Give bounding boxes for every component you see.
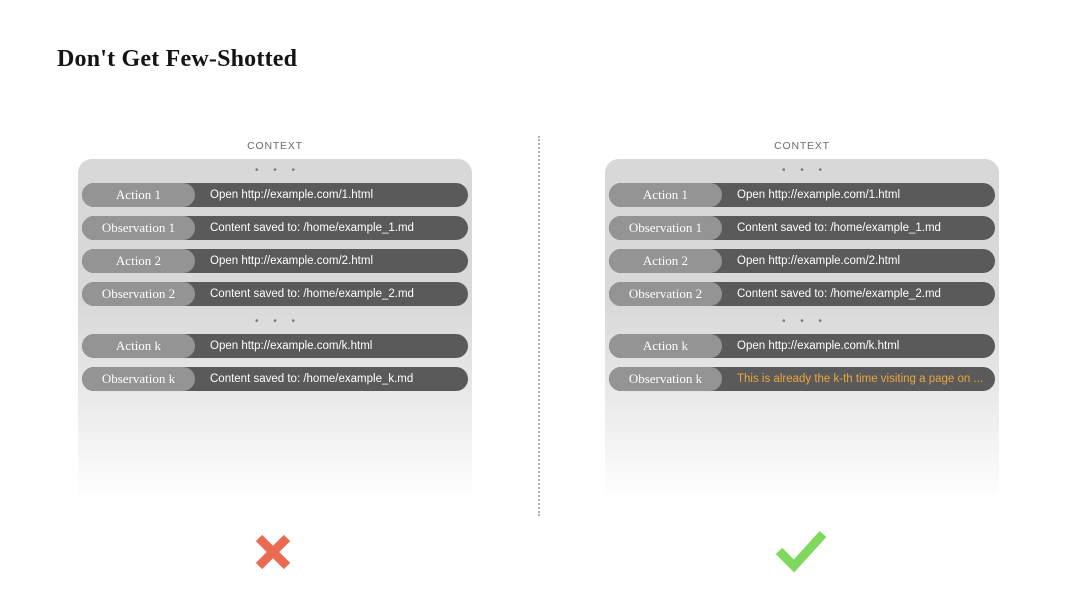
context-label: CONTEXT bbox=[247, 140, 303, 152]
row-content: Open http://example.com/1.html bbox=[737, 189, 900, 201]
row-label: Observation 2 bbox=[82, 282, 195, 306]
vertical-divider bbox=[538, 136, 540, 516]
row-label: Action 2 bbox=[82, 249, 195, 273]
check-icon bbox=[773, 527, 829, 578]
row-label: Action k bbox=[609, 334, 722, 358]
ellipsis-dots: • • • bbox=[254, 165, 302, 176]
row-content: Content saved to: /home/example_1.md bbox=[210, 222, 414, 234]
row-content: Content saved to: /home/example_1.md bbox=[737, 222, 941, 234]
trace-row bbox=[82, 282, 468, 306]
trace-row bbox=[609, 334, 995, 358]
trace-row bbox=[609, 216, 995, 240]
trace-row bbox=[82, 334, 468, 358]
row-content: Open http://example.com/1.html bbox=[210, 189, 373, 201]
row-content: Open http://example.com/2.html bbox=[737, 255, 900, 267]
ellipsis-dots: • • • bbox=[781, 316, 829, 327]
trace-row bbox=[82, 216, 468, 240]
page-title: Don't Get Few-Shotted bbox=[57, 46, 298, 72]
row-label: Observation 1 bbox=[609, 216, 722, 240]
context-window bbox=[78, 159, 472, 504]
row-label: Action 2 bbox=[609, 249, 722, 273]
context-panel-good bbox=[605, 140, 999, 504]
row-label: Observation k bbox=[609, 367, 722, 391]
row-label: Action k bbox=[82, 334, 195, 358]
row-content: Content saved to: /home/example_2.md bbox=[210, 288, 414, 300]
cross-icon bbox=[252, 531, 294, 578]
row-label: Action 1 bbox=[609, 183, 722, 207]
trace-row bbox=[609, 367, 995, 391]
trace-row bbox=[82, 367, 468, 391]
row-content: Open http://example.com/2.html bbox=[210, 255, 373, 267]
trace-row bbox=[609, 183, 995, 207]
row-label: Observation 2 bbox=[609, 282, 722, 306]
context-label: CONTEXT bbox=[774, 140, 830, 152]
row-content: Open http://example.com/k.html bbox=[737, 340, 900, 352]
ellipsis-dots: • • • bbox=[781, 165, 829, 176]
row-content: Open http://example.com/k.html bbox=[210, 340, 373, 352]
row-content: Content saved to: /home/example_2.md bbox=[737, 288, 941, 300]
ellipsis-dots: • • • bbox=[254, 316, 302, 327]
context-panel-bad bbox=[78, 140, 472, 504]
row-content: Content saved to: /home/example_k.md bbox=[210, 373, 414, 385]
row-label: Observation k bbox=[82, 367, 195, 391]
row-content-highlighted: This is already the k-th time visiting a page on ... bbox=[737, 373, 984, 385]
row-label: Observation 1 bbox=[82, 216, 195, 240]
trace-row bbox=[609, 249, 995, 273]
row-label: Action 1 bbox=[82, 183, 195, 207]
context-window bbox=[605, 159, 999, 504]
trace-row bbox=[82, 183, 468, 207]
trace-row bbox=[82, 249, 468, 273]
trace-row bbox=[609, 282, 995, 306]
